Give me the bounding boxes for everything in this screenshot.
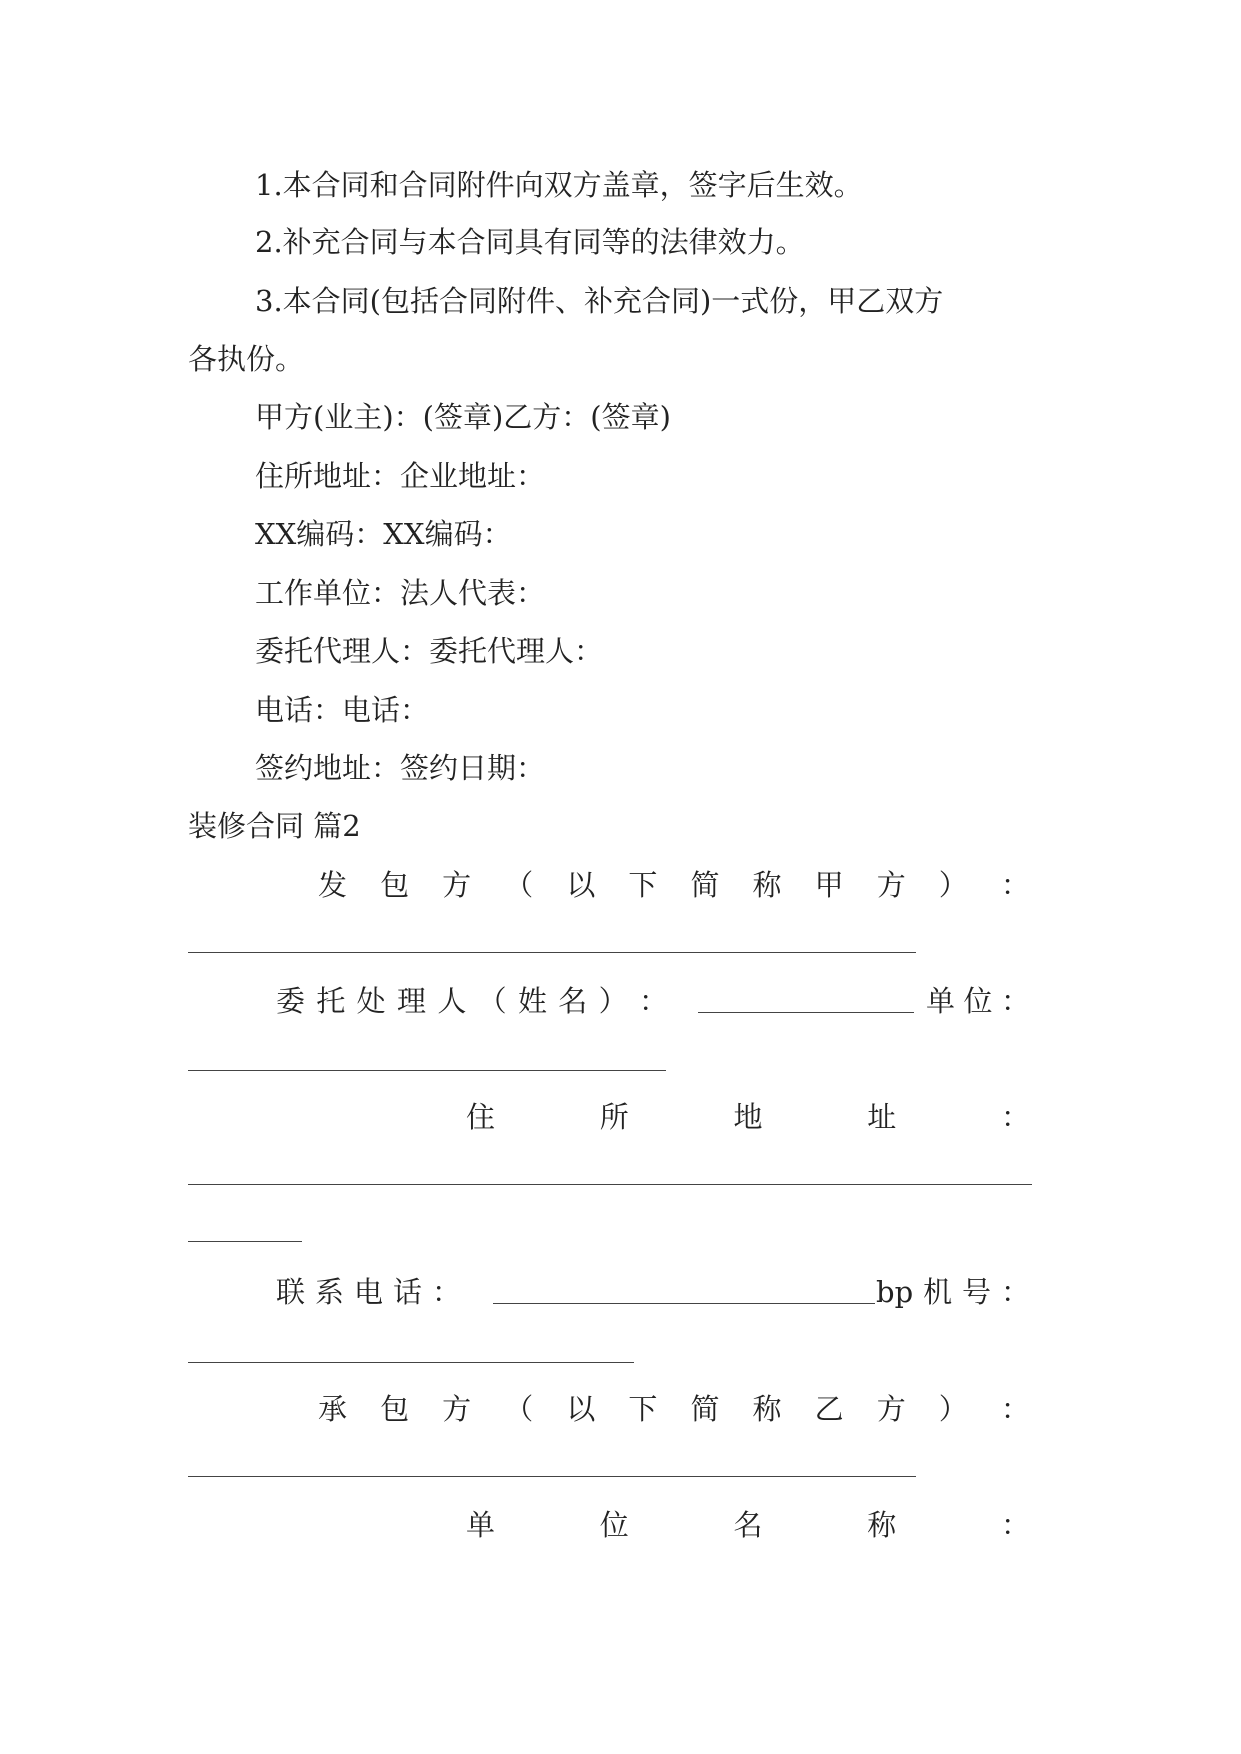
unit-name-label: 单 位 名 称 ： <box>466 1508 1030 1542</box>
signature-employer-line: 工作单位：法人代表： <box>255 576 546 610</box>
party-a-blank[interactable] <box>188 952 916 953</box>
address-blank[interactable] <box>188 1184 1032 1185</box>
section-title: 装修合同 篇2 <box>188 809 361 843</box>
signature-place-date-line: 签约地址：签约日期： <box>255 751 546 785</box>
agent-unit-blank[interactable] <box>188 1070 666 1071</box>
address-blank-continuation[interactable] <box>188 1241 302 1242</box>
agent-name-label: 委 托 处 理 人 （ 姓 名 ） ： <box>276 984 668 1018</box>
party-b-label: 承 包 方 （ 以 下 简 称 乙 方 ） ： <box>318 1392 1030 1426</box>
clause-3: 3.本合同(包括合同附件、补充合同)一式份，甲乙双方 <box>255 284 944 318</box>
phone-blank[interactable] <box>493 1303 875 1304</box>
signature-party-line: 甲方(业主)：(签章)乙方：(签章) <box>255 400 671 434</box>
signature-address-line: 住所地址：企业地址： <box>255 459 546 493</box>
agent-unit-label: 单 位 ： <box>926 984 1030 1018</box>
party-b-blank[interactable] <box>188 1476 916 1477</box>
signature-phone-line: 电话：电话： <box>255 693 430 727</box>
signature-agent-line: 委托代理人：委托代理人： <box>255 634 604 668</box>
pager-label: bp 机 号 ： <box>876 1275 1030 1309</box>
agent-name-blank[interactable] <box>698 1012 914 1013</box>
party-a-label: 发 包 方 （ 以 下 简 称 甲 方 ） ： <box>318 868 1030 902</box>
signature-code-line: XX编码：XX编码： <box>255 517 512 551</box>
clause-1: 1.本合同和合同附件向双方盖章，签字后生效。 <box>255 168 863 202</box>
clause-2: 2.补充合同与本合同具有同等的法律效力。 <box>255 225 805 259</box>
clause-3-continuation: 各执份。 <box>188 342 305 376</box>
pager-blank[interactable] <box>188 1362 634 1363</box>
address-label: 住 所 地 址 ： <box>466 1100 1030 1134</box>
phone-label: 联 系 电 话 ： <box>276 1275 461 1309</box>
